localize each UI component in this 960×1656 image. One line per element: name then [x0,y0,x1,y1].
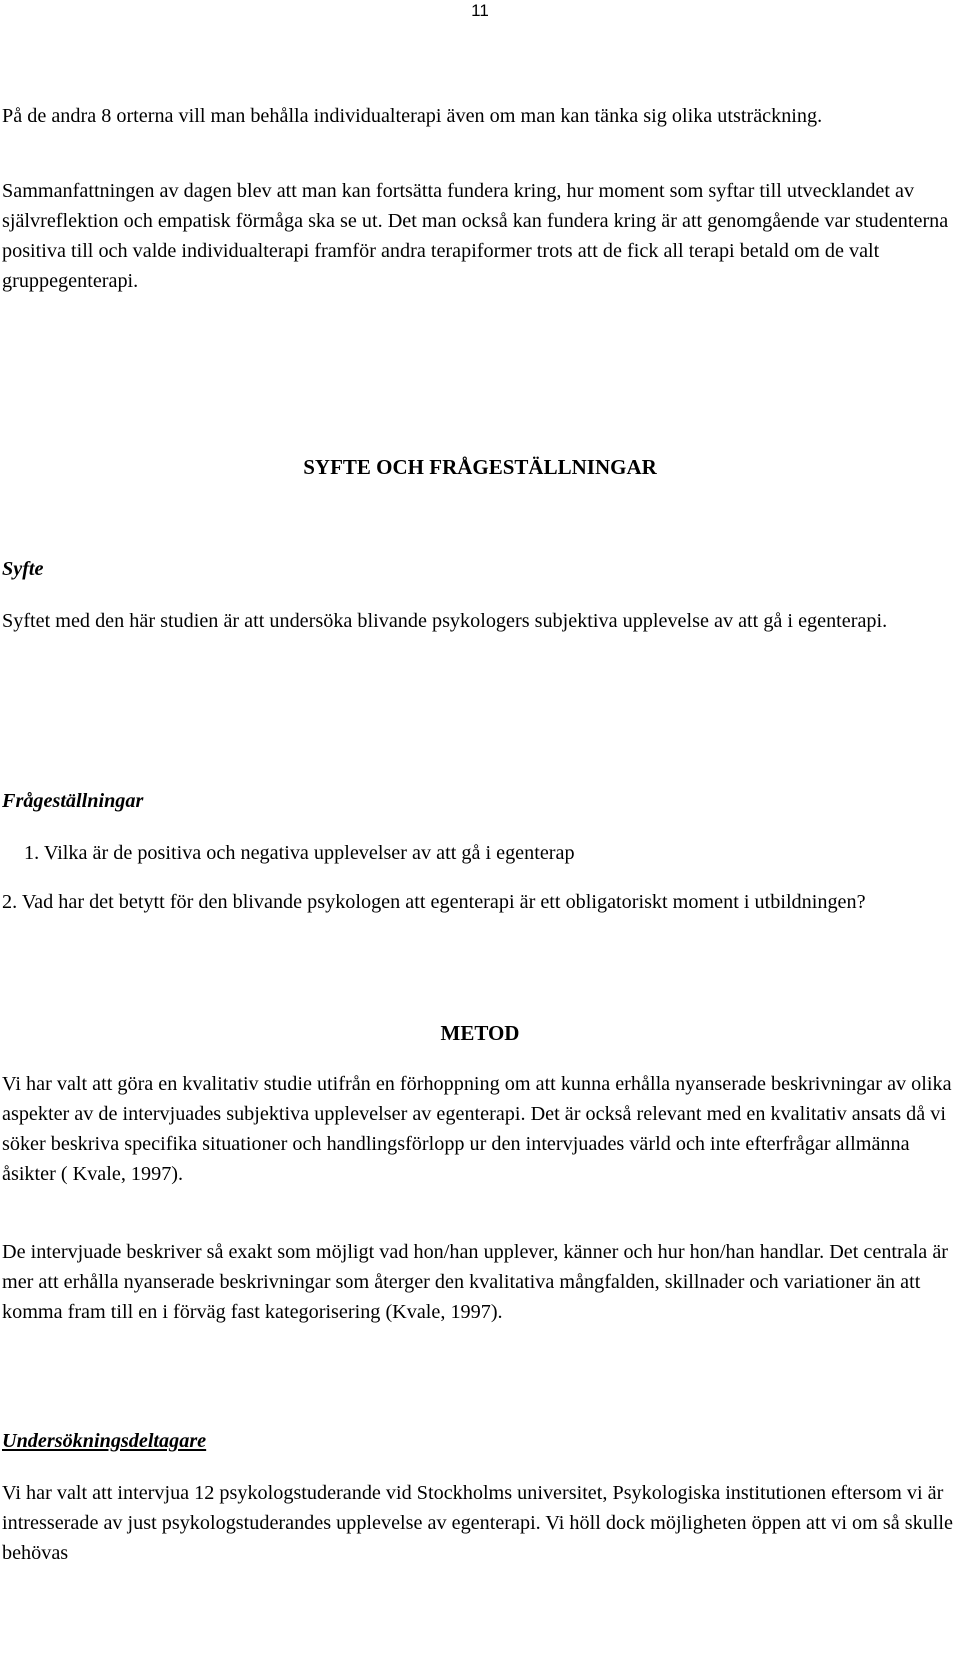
question-2-text: 2. Vad har det betytt för den blivande psykologen att egenterapi är ett obligatoriskt moment i utbildningen? [2,891,866,913]
metod-paragraph-2-text: De intervjuade beskriver så exakt som möjligt vad hon/han upplever, känner och hur hon/han handlar. Det centrala är mer att erhålla nyanserade beskrivningar som återger den kvalitativa mångfalden, skillnader och variationer än att komma fram till en i förväg fast kategorisering (Kvale, 1997). [2,1241,949,1323]
subheading-fragestallningar: Frågeställningar [2,790,144,812]
section-heading-metod: METOD [440,1021,520,1045]
section-heading-syfte: SYFTE OCH FRÅGESTÄLLNINGAR [303,455,657,479]
metod-paragraph-2 [2,1237,958,1327]
deltagare-paragraph [2,1478,958,1568]
intro-paragraph-2 [2,176,958,296]
intro-paragraph-1 [2,101,958,131]
question-2 [2,887,958,917]
subheading-syfte: Syfte [2,558,44,580]
metod-paragraph-1 [2,1069,958,1189]
metod-paragraph-1-text: Vi har valt att göra en kvalitativ studie utifrån en förhoppning om att kunna erhålla nyanserade beskrivningar av olika aspekter av de intervjuades subjektiva upplevelser av egenterapi. Det är också relevant med en kvalitativ ansats då vi söker beskriva specifika situationer och handlingsförlopp ur den intervjuades värld och inte efterfrågar allmänna åsikter ( Kvale, 1997). [2,1073,952,1185]
question-1: 1. Vilka är de positiva och negativa upplevelser av att gå i egenterap [24,842,575,864]
subheading-undersokningsdeltagare: Undersökningsdeltagare [2,1430,207,1452]
intro-paragraph-1-text: På de andra 8 orterna vill man behålla individualterapi även om man kan tänka sig olika utsträckning. [2,105,823,127]
deltagare-paragraph-text: Vi har valt att intervjua 12 psykologstuderande vid Stockholms universitet, Psykologiska institutionen eftersom vi är intresserade av just psykologstuderandes upplevelse av egenterapi. Vi höll dock möjligheten öppen att vi om så skulle behövas [2,1482,953,1564]
intro-paragraph-2-text: Sammanfattningen av dagen blev att man kan fortsätta fundera kring, hur moment som syftar till utvecklandet av självreflektion och empatisk förmåga ska se ut. Det man också kan fundera kring är att genomgående var studenterna positiva till och valde individualterapi framför andra terapiformer trots att de fick all terapi betald om de valt gruppegenterapi. [2,180,949,292]
page-number: 11 [471,1,489,20]
syfte-paragraph [2,606,958,636]
syfte-paragraph-text: Syftet med den här studien är att undersöka blivande psykologers subjektiva upplevelse av att gå i egenterapi. [2,610,888,632]
